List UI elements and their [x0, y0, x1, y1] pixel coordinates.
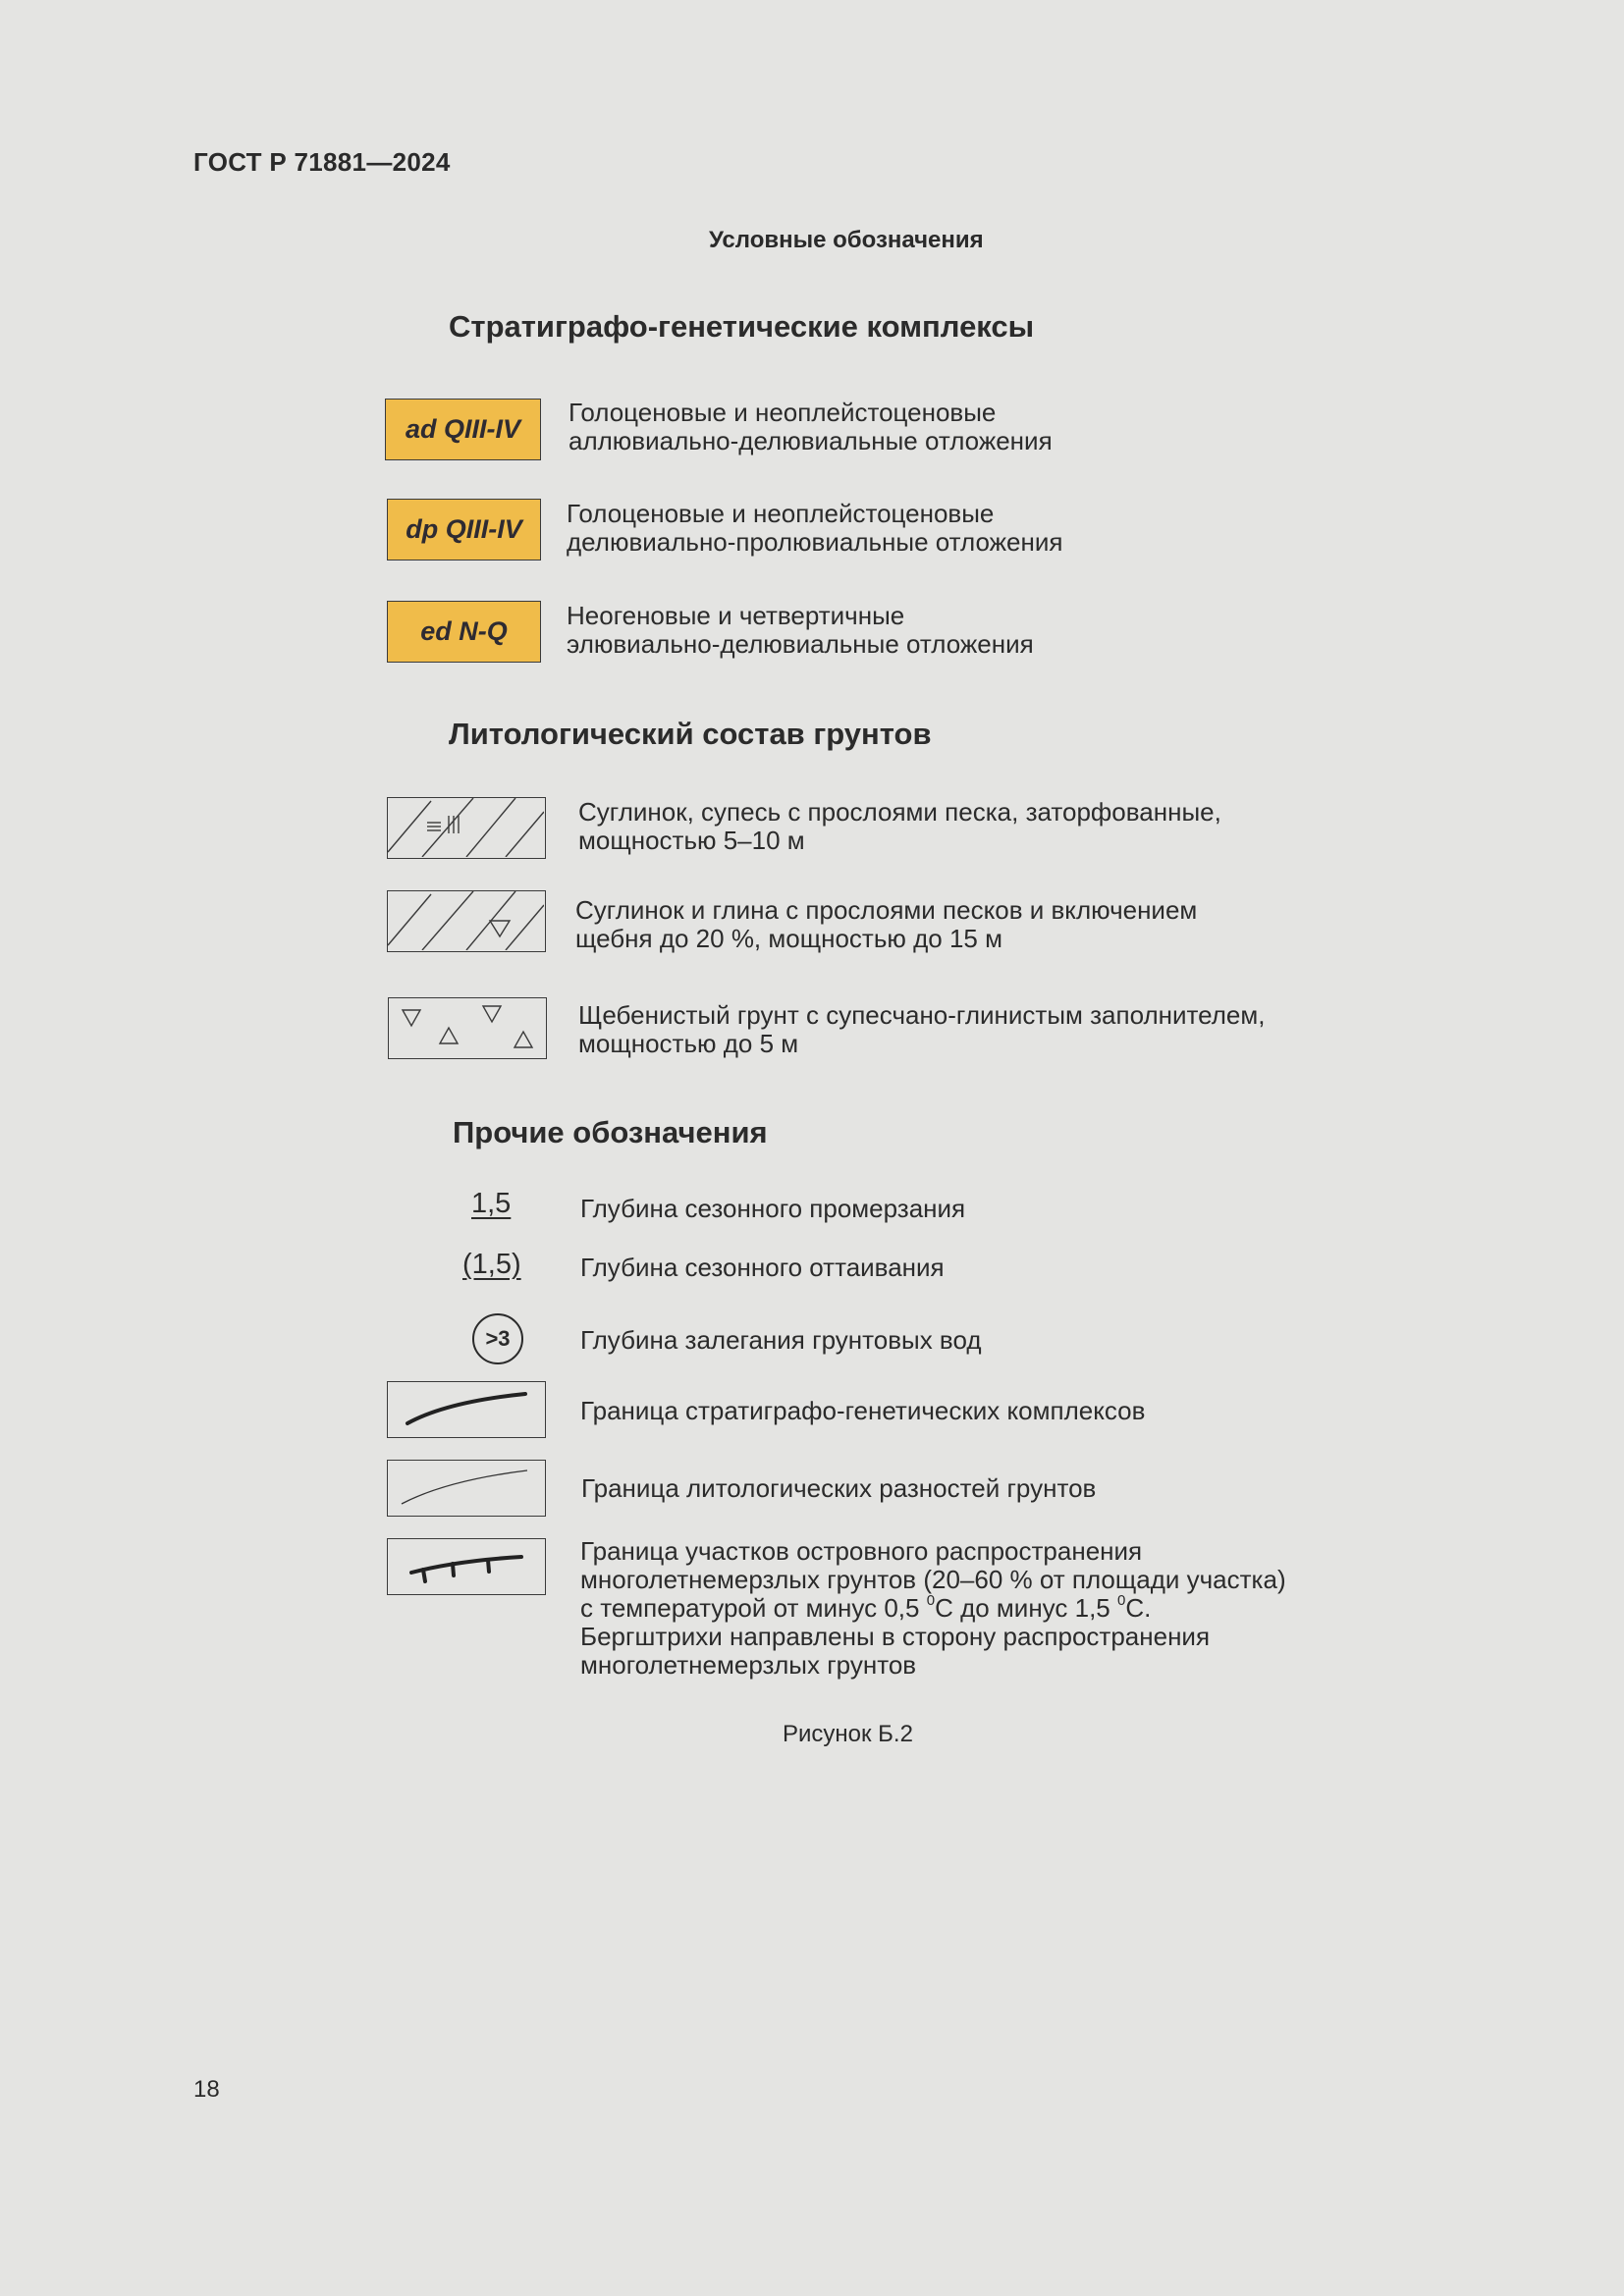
legend-desc-permafrost-boundary: [580, 1537, 1286, 1680]
permafrost-line-3b: С до минус 1,5: [935, 1593, 1117, 1623]
figure-caption: Рисунок Б.2: [783, 1721, 913, 1747]
document-id: ГОСТ Р 71881—2024: [193, 147, 451, 177]
lith-boundary-line-icon: [387, 1460, 546, 1517]
legend-desc-groundwater: Глубина залегания грунтовых вод: [580, 1325, 982, 1355]
legend-desc-gravel: Щебенистый грунт с супесчано-глинистым заполнителем, мощностью до 5 м: [578, 1000, 1266, 1058]
legend-desc-ad: Голоценовые и неоплейстоценовые аллювиально-делювиальные отложения: [568, 398, 1053, 455]
freeze-depth-symbol: 1,5: [471, 1188, 512, 1219]
section-heading-lith: Литологический состав грунтов: [449, 717, 932, 751]
permafrost-line-3: [580, 1594, 1286, 1623]
strat-boundary-line-icon: [387, 1381, 546, 1438]
permafrost-line-3c: С.: [1125, 1593, 1152, 1623]
permafrost-line-3a: с температурой от минус 0,5: [580, 1593, 927, 1623]
permafrost-line-2: многолетнемерзлых грунтов (20–60 % от площади участка): [580, 1565, 1286, 1594]
legend-desc-ed: Неогеновые и четвертичные элювиально-делювиальные отложения: [567, 601, 1034, 659]
page-number: 18: [193, 2076, 220, 2103]
degree-sup-1: 0: [926, 1592, 936, 1609]
permafrost-line-1: Граница участков островного распространения: [580, 1536, 1143, 1566]
gravel-pattern-icon: [388, 997, 547, 1059]
legend-desc-lith-boundary: Граница литологических разностей грунтов: [581, 1473, 1097, 1503]
legend-desc-loam-peat: Суглинок, супесь с прослоями песка, заторфованные, мощностью 5–10 м: [578, 797, 1221, 855]
degree-sup-2: 0: [1116, 1592, 1126, 1609]
groundwater-depth-value: >3: [485, 1326, 511, 1351]
section-heading-strat: Стратиграфо-генетические комплексы: [449, 309, 1035, 344]
legend-swatch-dp: dp QIII-IV: [387, 499, 541, 561]
legend-swatch-ed: ed N-Q: [387, 601, 541, 663]
thaw-depth-symbol: (1,5): [462, 1249, 521, 1280]
legend-desc-thaw: Глубина сезонного оттаивания: [580, 1253, 945, 1282]
permafrost-boundary-line-icon: [387, 1538, 546, 1595]
loam-clay-pattern-icon: [387, 890, 546, 952]
legend-desc-loam-clay: Суглинок и глина с прослоями песков и включением щебня до 20 %, мощностью до 15 м: [575, 895, 1198, 953]
legend-desc-strat-boundary: Граница стратиграфо-генетических комплексов: [580, 1396, 1146, 1425]
legend-swatch-ad: ad QIII-IV: [385, 399, 541, 460]
section-heading-other: Прочие обозначения: [453, 1115, 768, 1149]
permafrost-line-5: многолетнемерзлых грунтов: [580, 1650, 917, 1680]
loam-peat-pattern-icon: [387, 797, 546, 859]
permafrost-line-4: Бергштрихи направлены в сторону распространения: [580, 1622, 1211, 1651]
legend-desc-freeze: Глубина сезонного промерзания: [580, 1194, 966, 1223]
groundwater-depth-symbol: [472, 1313, 523, 1364]
legend-desc-dp: Голоценовые и неоплейстоценовые делювиально-пролювиальные отложения: [567, 499, 1063, 557]
page-title: Условные обозначения: [709, 227, 984, 253]
